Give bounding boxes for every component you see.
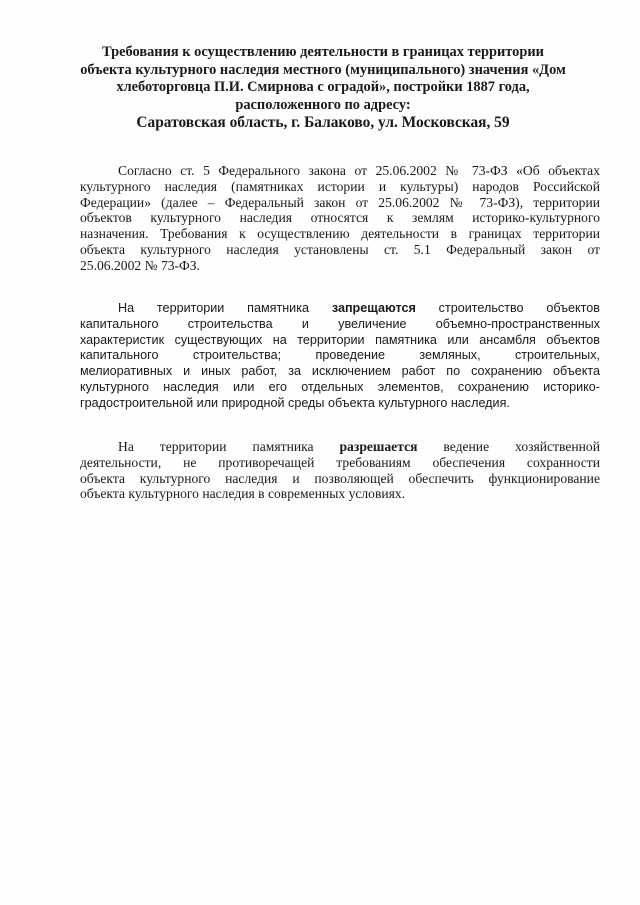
paragraph-row: мелиоративных и иных работ, за исключением работ по сохранению объекта (80, 364, 600, 379)
paragraph-row: культурного наследия или его отдельных элементов, сохранению историко- (80, 379, 600, 394)
paragraph-row: деятельности, не противоречащей требованиям обеспечения сохранности (80, 454, 600, 470)
permitted-keyword: разрешается (339, 439, 418, 454)
row-text: ведение хозяйственной (417, 439, 600, 454)
paragraph-row: градостроительной или природной среды объекта культурного наследия. (80, 395, 510, 410)
title-line-1: Требования к осуществлению деятельности в границах территории (102, 44, 544, 60)
paragraph-row: объекта культурного наследия и позволяющей обеспечить функционирование (80, 470, 600, 486)
document-title (62, 44, 584, 132)
paragraph-row: Федерации» (далее – Федеральный закон от 25.06.2002 № 73-ФЗ), территории (80, 194, 600, 210)
paragraph-row: Согласно ст. 5 Федерального закона от 25.06.2002 № 73-ФЗ «Об объектах (118, 163, 600, 178)
title-line-4: расположенного по адресу: (235, 96, 411, 113)
paragraph-row: объекта культурного наследия установлены ст. 5.1 Федеральный закон от (80, 241, 600, 257)
paragraph-prohibitions (80, 301, 600, 412)
title-line-5-address: Саратовская область, г. Балаково, ул. Московская, 59 (136, 114, 510, 132)
paragraph-row (80, 439, 600, 455)
prohibited-keyword: запрещаются (331, 301, 416, 315)
paragraph-legal-basis (80, 163, 600, 274)
paragraph-row: назначения. Требования к осуществлению деятельности в границах территории (80, 226, 600, 242)
paragraph-permissions (80, 439, 600, 502)
paragraph-row (80, 301, 600, 317)
row-text: На территории памятника (118, 301, 332, 315)
paragraph-row: объектов культурного наследия относятся к землям историко-культурного (80, 210, 600, 226)
row-text: строительство объектов (415, 301, 600, 315)
paragraph-row: капитального строительства; проведение земляных, строительных, (80, 348, 600, 363)
row-text: На территории памятника (118, 439, 340, 454)
title-line-3: хлеботорговца П.И. Смирнова с оградой», постройки 1887 года, (116, 79, 530, 96)
paragraph-row: культурного наследия (памятниках истории и культуры) народов Российской (80, 178, 600, 194)
title-line-2: объекта культурного наследия местного (муниципального) значения «Дом (80, 61, 566, 78)
paragraph-row: 25.06.2002 № 73-ФЗ. (80, 257, 201, 273)
paragraph-row: объекта культурного наследия в современных условиях. (80, 486, 406, 502)
paragraph-row: капитального строительства и увеличение объемно-пространственных (80, 316, 600, 331)
paragraph-row: характеристик существующих на территории памятника или ансамбля объектов (80, 332, 600, 347)
